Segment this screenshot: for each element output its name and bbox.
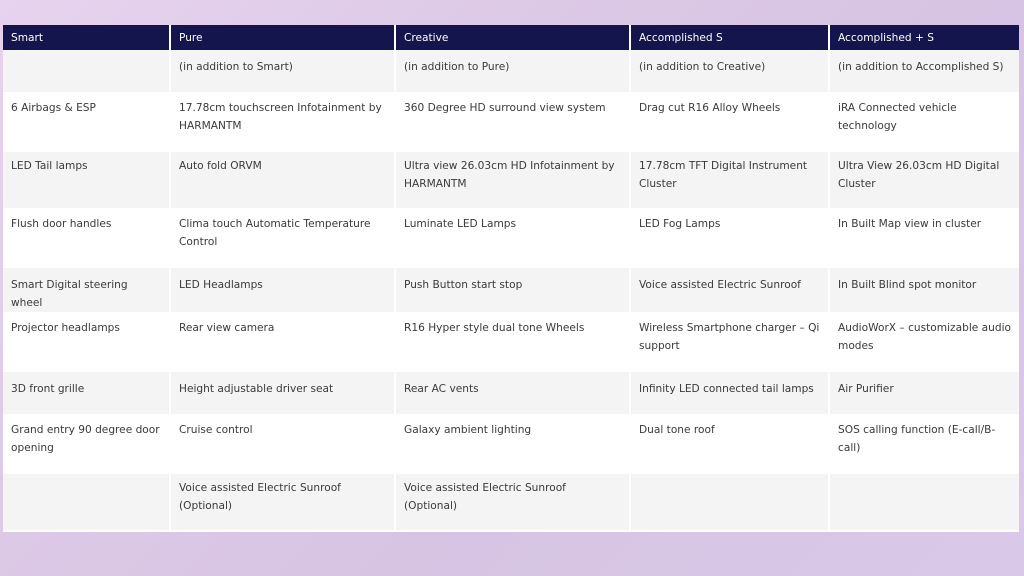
column-header-pure: Pure xyxy=(170,25,395,50)
table-row xyxy=(3,209,1019,267)
table-cell: Flush door handles xyxy=(3,209,170,267)
table-cell: (in addition to Accomplished S) xyxy=(829,50,1019,93)
table-cell: (in addition to Smart) xyxy=(170,50,395,93)
table-cell: Wireless Smartphone charger – Qi support xyxy=(630,313,829,371)
table-cell: AudioWorX – customizable audio modes xyxy=(829,313,1019,371)
table-header-row xyxy=(3,25,1019,50)
table-cell: Push Button start stop xyxy=(395,267,630,313)
table-cell xyxy=(3,473,170,531)
table-cell xyxy=(3,50,170,93)
table-cell: Rear AC vents xyxy=(395,371,630,415)
table-cell: Dual tone roof xyxy=(630,415,829,473)
table-row xyxy=(3,50,1019,93)
table-cell: Smart Digital steering wheel xyxy=(3,267,170,313)
table-cell: Projector headlamps xyxy=(3,313,170,371)
table-cell: In Built Map view in cluster xyxy=(829,209,1019,267)
table-cell: Voice assisted Electric Sunroof xyxy=(630,267,829,313)
table-cell: 360 Degree HD surround view system xyxy=(395,93,630,151)
table-cell: LED Headlamps xyxy=(170,267,395,313)
table-cell: Voice assisted Electric Sunroof (Optional) xyxy=(395,473,630,531)
table-cell: Rear view camera xyxy=(170,313,395,371)
table-cell: Air Purifier xyxy=(829,371,1019,415)
table-cell: 3D front grille xyxy=(3,371,170,415)
column-header-accomplished-plus-s: Accomplished + S xyxy=(829,25,1019,50)
table-cell: Drag cut R16 Alloy Wheels xyxy=(630,93,829,151)
column-header-accomplished-s: Accomplished S xyxy=(630,25,829,50)
table-cell: Galaxy ambient lighting xyxy=(395,415,630,473)
table-cell: Ultra View 26.03cm HD Digital Cluster xyxy=(829,151,1019,209)
table-cell: Ultra view 26.03cm HD Infotainment by HARMANTM xyxy=(395,151,630,209)
table-row xyxy=(3,313,1019,371)
variant-features-table-container xyxy=(3,25,1019,512)
table-cell: 17.78cm touchscreen Infotainment by HARMANTM xyxy=(170,93,395,151)
table-cell: Height adjustable driver seat xyxy=(170,371,395,415)
table-cell: R16 Hyper style dual tone Wheels xyxy=(395,313,630,371)
table-cell: Infinity LED connected tail lamps xyxy=(630,371,829,415)
table-cell: (in addition to Creative) xyxy=(630,50,829,93)
table-cell xyxy=(829,473,1019,531)
table-cell: Luminate LED Lamps xyxy=(395,209,630,267)
table-row xyxy=(3,415,1019,473)
variant-features-table xyxy=(3,25,1019,532)
table-cell: SOS calling function (E-call/B-call) xyxy=(829,415,1019,473)
table-row xyxy=(3,151,1019,209)
table-cell: (in addition to Pure) xyxy=(395,50,630,93)
table-cell: Cruise control xyxy=(170,415,395,473)
table-row xyxy=(3,267,1019,313)
table-cell: Voice assisted Electric Sunroof (Optional) xyxy=(170,473,395,531)
table-cell: LED Fog Lamps xyxy=(630,209,829,267)
table-cell: In Built Blind spot monitor xyxy=(829,267,1019,313)
table-row xyxy=(3,93,1019,151)
table-cell: Clima touch Automatic Temperature Control xyxy=(170,209,395,267)
table-row xyxy=(3,473,1019,531)
table-cell: 17.78cm TFT Digital Instrument Cluster xyxy=(630,151,829,209)
column-header-smart: Smart xyxy=(3,25,170,50)
table-cell: 6 Airbags & ESP xyxy=(3,93,170,151)
table-cell: iRA Connected vehicle technology xyxy=(829,93,1019,151)
table-cell xyxy=(630,473,829,531)
table-row xyxy=(3,371,1019,415)
table-cell: LED Tail lamps xyxy=(3,151,170,209)
table-cell: Auto fold ORVM xyxy=(170,151,395,209)
column-header-creative: Creative xyxy=(395,25,630,50)
table-cell: Grand entry 90 degree door opening xyxy=(3,415,170,473)
